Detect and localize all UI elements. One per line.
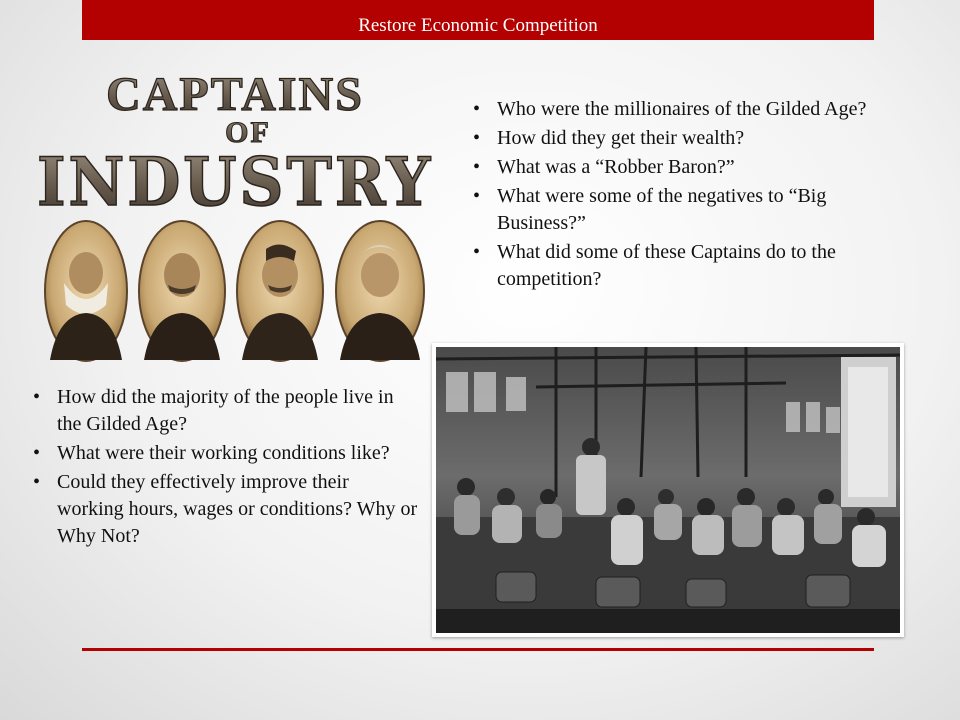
captains-portraits (40, 215, 430, 365)
question-improve-conditions: • Could they effectively improve their working hours, wages or conditions? Why or Why Not? (27, 469, 419, 550)
question-robber-baron: • What was a “Robber Baron?” (467, 154, 907, 181)
question-working-conditions: • What were their working conditions like? (27, 440, 419, 467)
questions-top-list (467, 96, 907, 295)
portrait-2 (139, 221, 225, 361)
portrait-4 (336, 221, 424, 361)
portrait-1 (45, 221, 127, 361)
logo-line-2: OF (225, 116, 271, 149)
questions-left-list (27, 384, 419, 552)
bottom-divider (82, 648, 874, 651)
captains-of-industry-logo (30, 55, 445, 225)
question-wealth: • How did they get their wealth? (467, 125, 907, 152)
question-millionaires: • Who were the millionaires of the Gilded Age? (467, 96, 907, 123)
portrait-3 (237, 221, 323, 361)
slide-title-bar (82, 0, 874, 40)
factory-workers-photo (432, 343, 904, 637)
question-majority-life: • How did the majority of the people live in the Gilded Age? (27, 384, 419, 438)
question-competition: • What did some of these Captains do to the competition? (467, 239, 907, 293)
question-big-business: • What were some of the negatives to “Big Business?” (467, 183, 907, 237)
slide-title: Restore Economic Competition (358, 15, 598, 36)
logo-line-3: INDUSTRY (37, 143, 433, 221)
logo-line-1: CAPTAINS (106, 68, 364, 121)
